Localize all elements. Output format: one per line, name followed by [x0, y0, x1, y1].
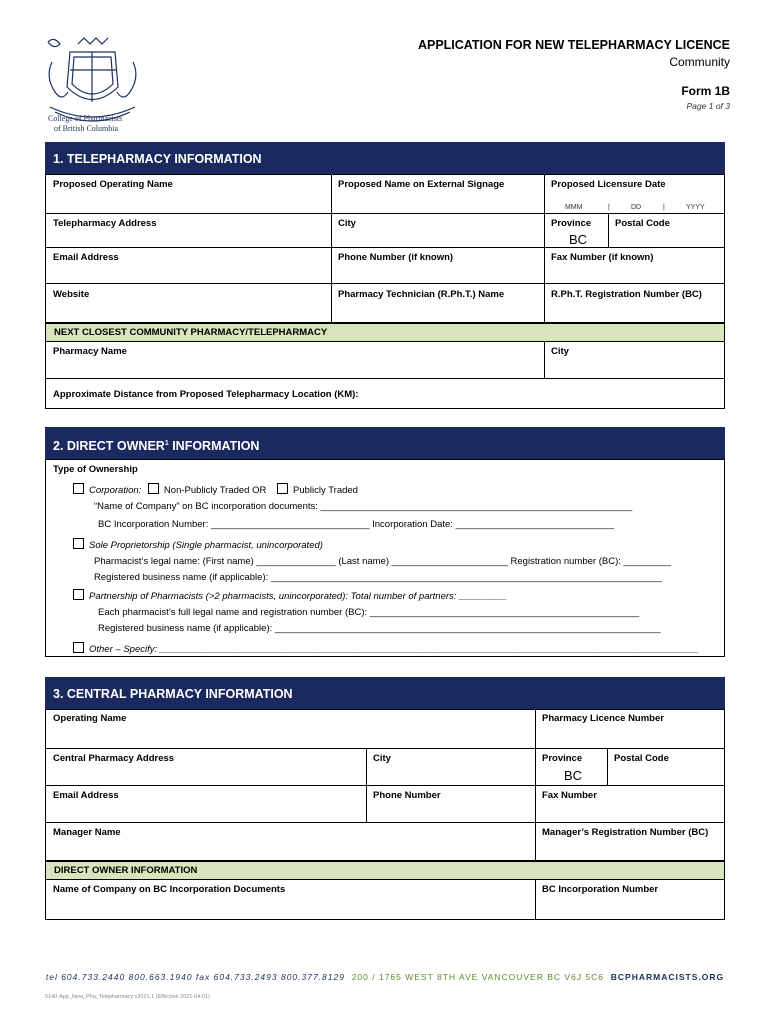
- corporation-row: [73, 483, 358, 496]
- section-2-title-a: 2. DIRECT OWNER: [53, 439, 165, 454]
- date-mmm-hint: MMM: [565, 204, 583, 211]
- telepharmacy-address-label: Telepharmacy Address: [53, 218, 157, 229]
- non-public-checkbox[interactable]: [148, 483, 159, 494]
- non-public-label: Non-Publicly Traded OR: [163, 485, 267, 496]
- partnership-row: [73, 589, 507, 602]
- logo-line-1: College of Pharmacists: [48, 114, 123, 123]
- date-yyyy-hint: YYYY: [686, 204, 705, 211]
- central-province-value: BC: [564, 768, 583, 783]
- partner-business-name-line[interactable]: Registered business name (if applicable): _________________________________________________________________________: [98, 623, 661, 634]
- pharmacy-licence-number-label: Pharmacy Licence Number: [542, 713, 664, 724]
- page-indicator: Page 1 of 3: [686, 101, 730, 111]
- public-label: Publicly Traded: [293, 485, 358, 496]
- other-row: [73, 642, 699, 655]
- phone-label: Phone Number (if known): [338, 252, 454, 263]
- date-separator-1: |: [608, 204, 610, 211]
- section-2-title-b: INFORMATION: [168, 439, 260, 454]
- central-operating-name-label: Operating Name: [53, 713, 127, 724]
- manager-name-label: Manager Name: [53, 827, 121, 838]
- incorporation-line[interactable]: BC Incorporation Number: ______________________________ Incorporation Date: ______________________________: [98, 519, 615, 530]
- sole-proprietorship-checkbox[interactable]: [73, 538, 84, 549]
- section-2-header: [45, 427, 725, 459]
- partnership-checkbox[interactable]: [73, 589, 84, 600]
- form-number: Form 1B: [681, 84, 730, 98]
- date-dd-hint: DD: [631, 204, 642, 211]
- province-label: Province: [551, 218, 592, 229]
- proposed-operating-name-label: Proposed Operating Name: [53, 179, 173, 190]
- footer-address: 200 / 1765 WEST 8TH AVE VANCOUVER BC V6J 5C6: [351, 972, 605, 982]
- next-closest-pharmacy-header: NEXT CLOSEST COMMUNITY PHARMACY/TELEPHARMACY: [45, 323, 725, 342]
- licensure-date-label: Proposed Licensure Date: [551, 179, 666, 190]
- company-name-label: Name of Company on BC Incorporation Documents: [53, 884, 286, 895]
- email-label: Email Address: [53, 252, 119, 263]
- fax-label: Fax Number (if known): [551, 252, 654, 263]
- section-3-header: 3. CENTRAL PHARMACY INFORMATION: [45, 677, 725, 709]
- central-city-label: City: [373, 753, 391, 764]
- technician-name-label: Pharmacy Technician (R.Ph.T.) Name: [338, 289, 505, 300]
- sole-proprietorship-label: Sole Proprietorship (Single pharmacist, unincorporated): [89, 540, 323, 551]
- corporation-label: Corporation:: [89, 485, 142, 496]
- public-checkbox[interactable]: [277, 483, 288, 494]
- partner-names-line[interactable]: Each pharmacist’s full legal name and registration number (BC): ___________________________________________________: [98, 607, 640, 618]
- external-signage-label: Proposed Name on External Signage: [338, 179, 505, 190]
- logo-wordmark: [48, 114, 122, 134]
- company-name-line[interactable]: “Name of Company” on BC incorporation documents: ___________________________________________________________: [94, 501, 633, 512]
- partnership-label: Partnership of Pharmacists (>2 pharmacists, unincorporated): Total number of partners: _________: [89, 591, 507, 602]
- central-email-label: Email Address: [53, 790, 119, 801]
- sole-business-name-line[interactable]: Registered business name (if applicable): __________________________________________________________________________: [94, 572, 662, 583]
- distance-label: Approximate Distance from Proposed Telepharmacy Location (KM):: [53, 389, 359, 400]
- other-checkbox[interactable]: [73, 642, 84, 653]
- central-pharmacy-address-label: Central Pharmacy Address: [53, 753, 175, 764]
- section-1-header: 1. TELEPHARMACY INFORMATION: [45, 142, 725, 174]
- section-2-footnote-mark: 1: [164, 440, 169, 447]
- central-province-label: Province: [542, 753, 583, 764]
- footer-website[interactable]: BCPHARMACISTS.ORG: [610, 972, 725, 982]
- central-phone-label: Phone Number: [373, 790, 441, 801]
- postal-code-label: Postal Code: [615, 218, 670, 229]
- sole-pharmacist-name-line[interactable]: Pharmacist’s legal name: (First name) _______________ (Last name) ______________________ Registration number (BC): _________: [94, 556, 672, 567]
- technician-registration-label: R.Ph.T. Registration Number (BC): [551, 289, 702, 300]
- manager-registration-label: Manager’s Registration Number (BC): [542, 827, 709, 838]
- direct-owner-header: DIRECT OWNER INFORMATION: [45, 861, 725, 880]
- bc-incorporation-number-label: BC Incorporation Number: [542, 884, 659, 895]
- form-title: APPLICATION FOR NEW TELEPHARMACY LICENCE: [417, 38, 730, 52]
- footer-contact: [0, 972, 770, 982]
- date-separator-2: |: [663, 204, 665, 211]
- city-label: City: [338, 218, 356, 229]
- footer-form-version: 5140-App_New_Pha_Telepharmacy v2021.1 (Effective 2021-04-01): [45, 994, 211, 1000]
- next-pharmacy-city-label: City: [551, 346, 569, 357]
- province-value: BC: [569, 232, 588, 247]
- form-subtitle: Community: [669, 55, 730, 69]
- central-fax-label: Fax Number: [542, 790, 597, 801]
- website-label: Website: [53, 289, 90, 300]
- central-postal-code-label: Postal Code: [614, 753, 669, 764]
- pharmacy-name-label: Pharmacy Name: [53, 346, 127, 357]
- ownership-type-label: Type of Ownership: [53, 464, 138, 475]
- other-label: Other – Specify: ______________________________________________________________________________________________________: [89, 644, 699, 655]
- footer-phone-fax: tel 604.733.2440 800.663.1940 fax 604.733.2493 800.377.8129: [45, 972, 345, 982]
- corporation-checkbox[interactable]: [73, 483, 84, 494]
- sole-proprietorship-row: [73, 538, 323, 551]
- logo-line-2: of British Columbia: [54, 124, 118, 133]
